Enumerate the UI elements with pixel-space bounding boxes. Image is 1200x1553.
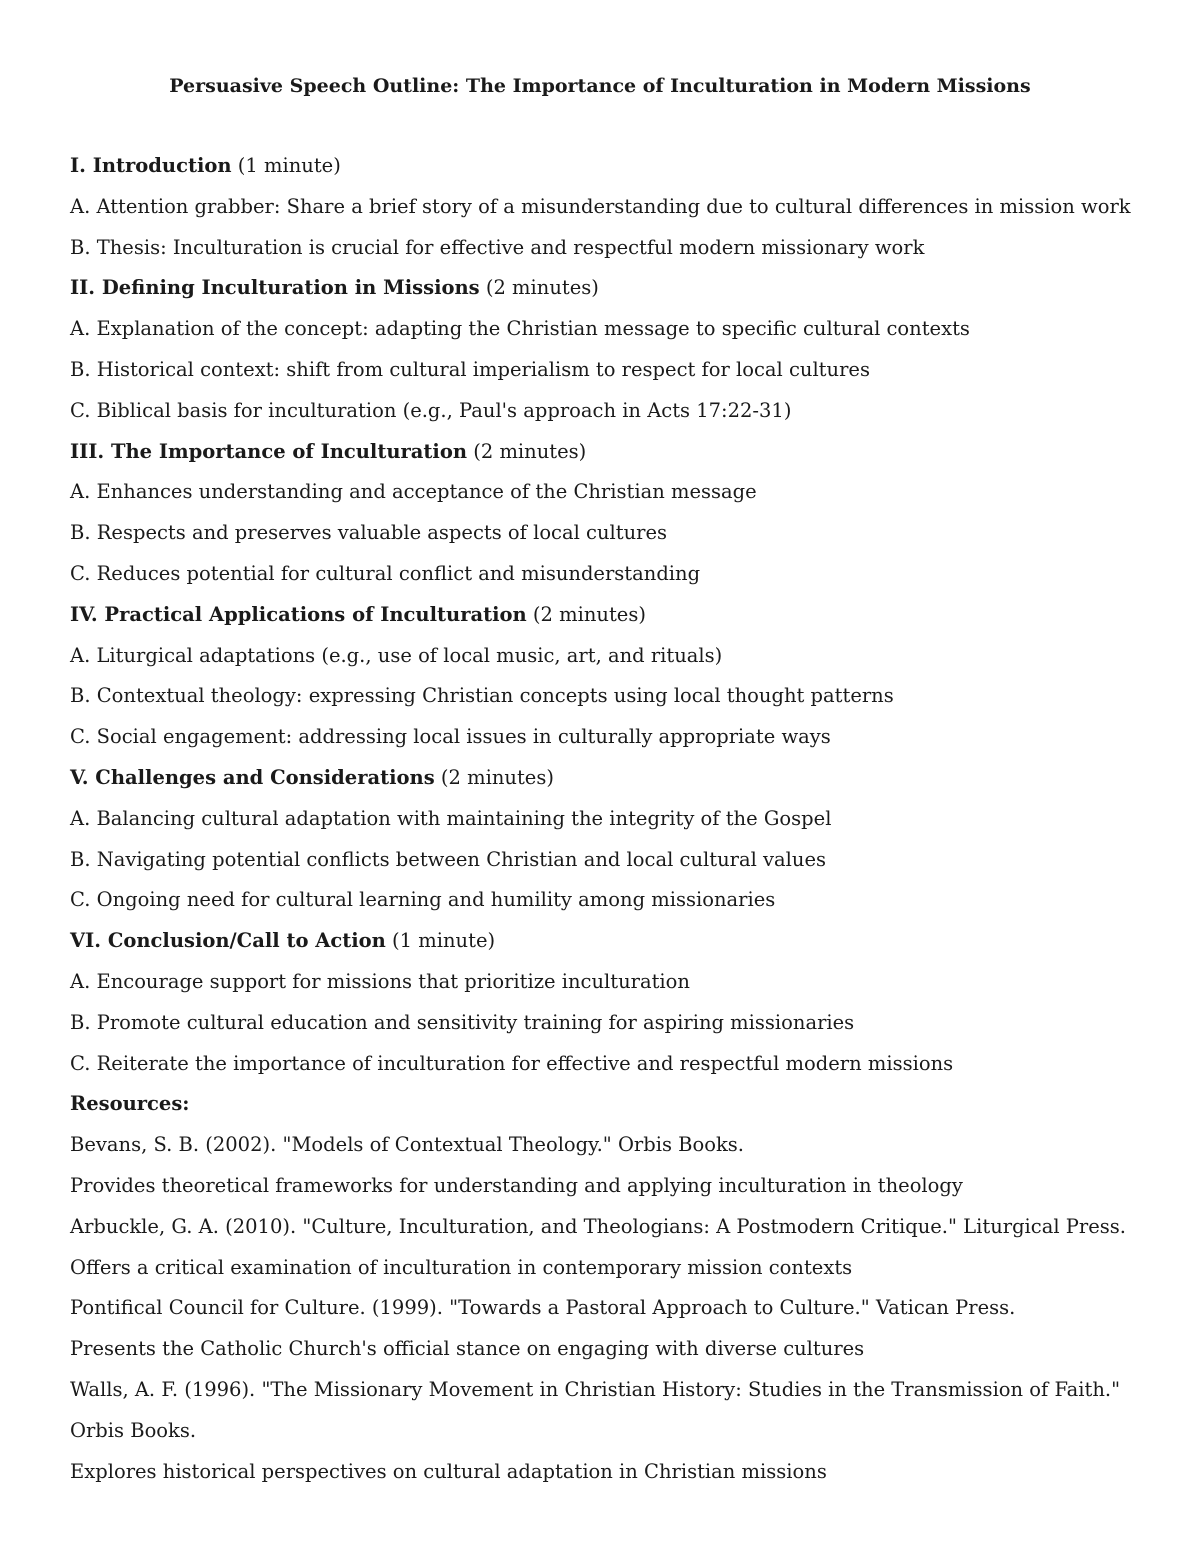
outline-point: A. Enhances understanding and acceptance of the Christian message bbox=[70, 480, 757, 504]
section-title: V. Challenges and Considerations bbox=[70, 765, 435, 789]
outline-point: B. Historical context: shift from cultural imperialism to respect for local cultures bbox=[70, 357, 870, 381]
section-heading-conclusion bbox=[70, 927, 1150, 968]
outline-point: C. Social engagement: addressing local issues in culturally appropriate ways bbox=[70, 725, 831, 749]
outline-point: A. Encourage support for missions that prioritize inculturation bbox=[70, 969, 690, 993]
outline-point: C. Reiterate the importance of inculturation for effective and respectful modern missions bbox=[70, 1051, 954, 1075]
resource-line: Walls, A. F. (1996). "The Missionary Movement in Christian History: Studies in the Transmission of Faith." bbox=[70, 1377, 1121, 1401]
resource-line: Explores historical perspectives on cultural adaptation in Christian missions bbox=[70, 1459, 827, 1483]
outline-point: A. Attention grabber: Share a brief story of a misunderstanding due to cultural differences in mission work bbox=[70, 194, 1131, 218]
outline-point: C. Reduces potential for cultural conflict and misunderstanding bbox=[70, 561, 701, 585]
outline-body bbox=[70, 152, 1150, 1498]
resource-line: Pontifical Council for Culture. (1999). "Towards a Pastoral Approach to Culture." Vatican Press. bbox=[70, 1296, 1016, 1320]
resource-line: Provides theoretical frameworks for understanding and applying inculturation in theology bbox=[70, 1173, 963, 1197]
outline-point: A. Balancing cultural adaptation with maintaining the integrity of the Gospel bbox=[70, 806, 832, 830]
document-title: Persuasive Speech Outline: The Importance of Inculturation in Modern Missions bbox=[169, 75, 1031, 97]
section-heading-applications bbox=[70, 601, 1150, 642]
section-heading-importance bbox=[70, 438, 1150, 479]
section-duration: (1 minute) bbox=[385, 929, 496, 953]
section-title: III. The Importance of Inculturation bbox=[70, 439, 468, 463]
outline-point: B. Navigating potential conflicts between Christian and local cultural values bbox=[70, 847, 826, 871]
section-title: I. Introduction bbox=[70, 154, 232, 177]
outline-point: B. Promote cultural education and sensitivity training for aspiring missionaries bbox=[70, 1010, 855, 1034]
resource-line: Presents the Catholic Church's official stance on engaging with diverse cultures bbox=[70, 1337, 865, 1361]
section-title: VI. Conclusion/Call to Action bbox=[70, 929, 386, 953]
section-heading-defining bbox=[70, 274, 1150, 315]
outline-point: C. Biblical basis for inculturation (e.g., Paul's approach in Acts 17:22-31) bbox=[70, 398, 792, 422]
outline-point: A. Explanation of the concept: adapting the Christian message to specific cultural contexts bbox=[70, 317, 970, 341]
outline-point: A. Liturgical adaptations (e.g., use of local music, art, and rituals) bbox=[70, 643, 723, 667]
section-title: II. Defining Inculturation in Missions bbox=[70, 276, 480, 300]
section-title: IV. Practical Applications of Inculturation bbox=[70, 602, 527, 626]
outline-point: B. Respects and preserves valuable aspects of local cultures bbox=[70, 521, 668, 545]
resource-line: Offers a critical examination of inculturation in contemporary mission contexts bbox=[70, 1255, 853, 1279]
section-duration: (2 minutes) bbox=[479, 276, 599, 300]
resource-line: Bevans, S. B. (2002). "Models of Contextual Theology." Orbis Books. bbox=[70, 1133, 745, 1157]
section-heading-introduction bbox=[70, 152, 1150, 193]
outline-point: B. Contextual theology: expressing Christian concepts using local thought patterns bbox=[70, 684, 894, 708]
resource-line: Orbis Books. bbox=[70, 1418, 197, 1442]
resources-heading: Resources: bbox=[70, 1092, 190, 1116]
outline-point: C. Ongoing need for cultural learning and humility among missionaries bbox=[70, 888, 776, 912]
section-duration: (2 minutes) bbox=[434, 765, 554, 789]
outline-point: B. Thesis: Inculturation is crucial for effective and respectful modern missionary work bbox=[70, 235, 925, 259]
section-duration: (1 minute) bbox=[231, 154, 341, 177]
section-heading-challenges bbox=[70, 764, 1150, 805]
section-duration: (2 minutes) bbox=[467, 439, 587, 463]
section-duration: (2 minutes) bbox=[526, 602, 646, 626]
resource-line: Arbuckle, G. A. (2010). "Culture, Inculturation, and Theologians: A Postmodern Critique." Liturgical Press. bbox=[70, 1214, 1126, 1238]
